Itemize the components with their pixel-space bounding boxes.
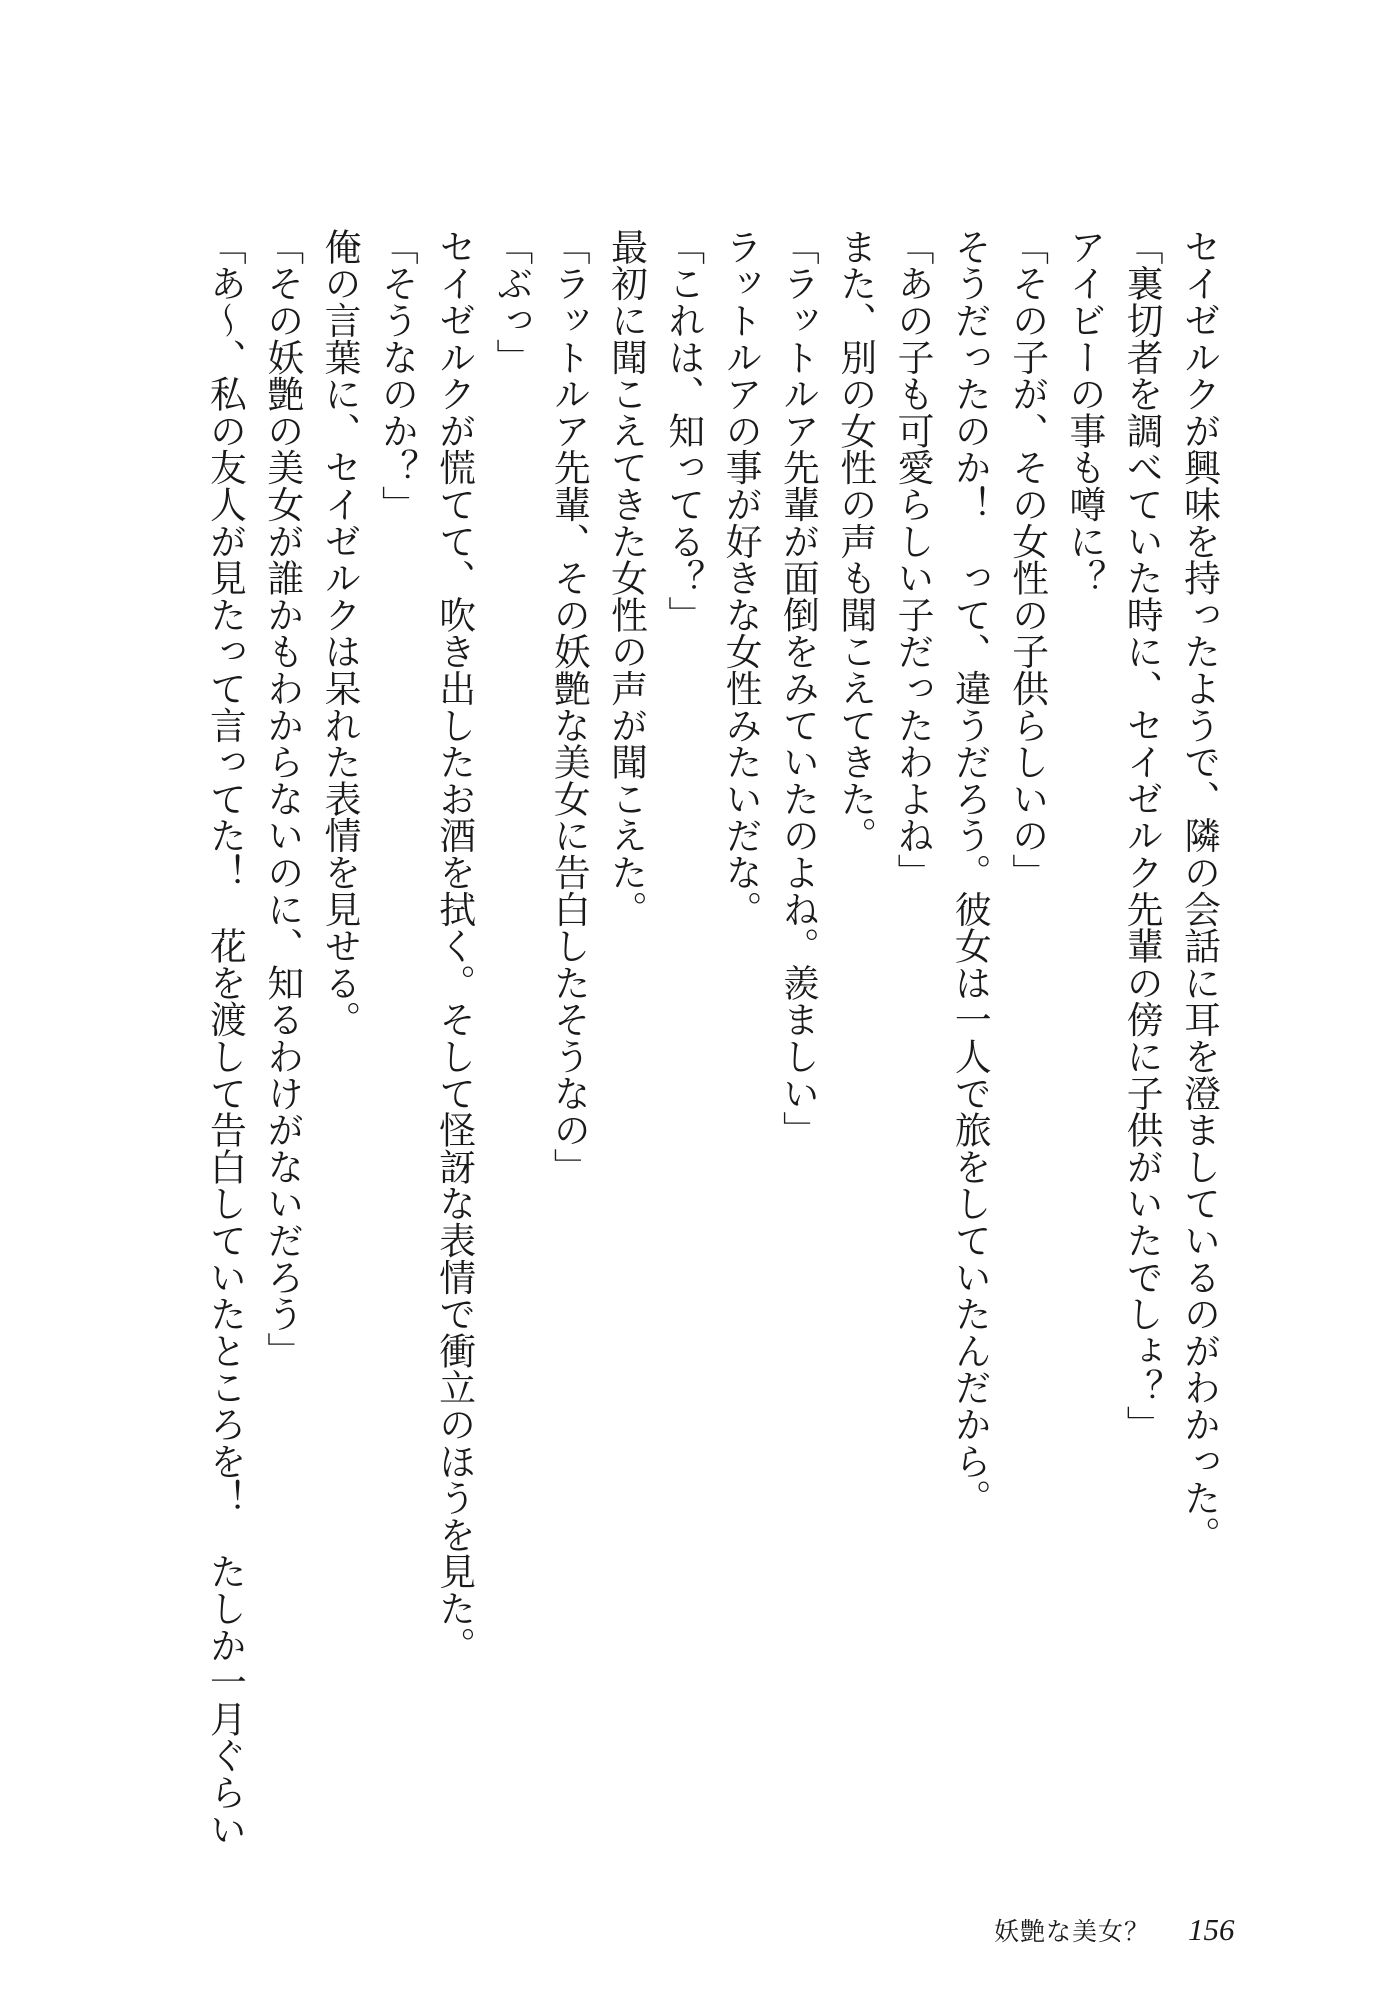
page-footer — [994, 1912, 1235, 1952]
text-line: 「そうなのか？」 — [375, 228, 419, 523]
text-line: 「ぶっ」 — [490, 228, 534, 376]
text-line: また、別の女性の声も聞こえてきた。 — [834, 228, 878, 854]
text-line: 「ラットルア先輩が面倒をみていたのよね。羨ましい」 — [776, 228, 820, 1148]
text-line: 俺の言葉に、セイゼルクは呆れた表情を見せる。 — [318, 228, 362, 1038]
text-line: そうだったのか！ って、違うだろう。彼女は一人で旅をしていたんだから。 — [948, 228, 992, 1516]
running-title: 妖艶な美女？ — [994, 1917, 1151, 1946]
text-line: 「裏切者を調べていた時に、セイゼルク先輩の傍に子供がいたでしょ？」 — [1120, 228, 1164, 1443]
text-line: 「その妖艶の美女が誰かもわからないのに、知るわけがないだろう」 — [261, 228, 305, 1369]
text-line: ラットルアの事が好きな女性みたいだな。 — [719, 228, 763, 928]
text-line: 「ラットルア先輩、その妖艶な美女に告白したそうなの」 — [547, 228, 591, 1185]
text-line: 「あの子も可愛らしい子だったわよね」 — [891, 228, 935, 891]
body-text — [197, 228, 1228, 1848]
text-line: 「あ～、私の友人が見たって言ってた！ 花を渡して告白していたところを！ たしか一月ぐらい — [203, 228, 247, 1848]
text-line: セイゼルクが興味を持ったようで、隣の会話に耳を澄ましているのがわかった。 — [1178, 228, 1221, 1553]
text-line: 最初に聞こえてきた女性の声が聞こえた。 — [605, 228, 649, 928]
page-number: 156 — [1188, 1912, 1235, 1947]
text-line: セイゼルクが慌てて、吹き出したお酒を拭く。そして怪訝な表情で衝立のほうを見た。 — [433, 228, 477, 1664]
text-line: 「これは、知ってる？」 — [662, 228, 706, 633]
text-line: アイビーの事も噂に？ — [1063, 228, 1107, 596]
text-line: 「その子が、その女性の子供らしいの」 — [1006, 228, 1050, 891]
